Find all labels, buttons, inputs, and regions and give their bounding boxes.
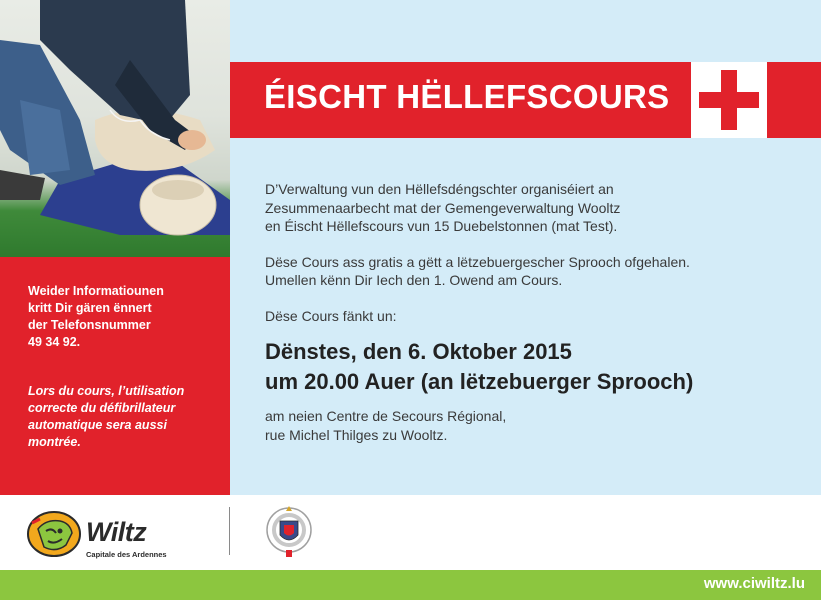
contact-info-panel	[0, 257, 230, 495]
aed-note-line: correcte du défibrillateur	[28, 401, 176, 415]
website-link[interactable]: www.ciwiltz.lu	[703, 575, 805, 592]
text-line: Dëse Cours ass gratis a gëtt a lëtzebuergescher Sprooch ofgehalen.	[265, 253, 690, 270]
contact-info-text	[28, 283, 204, 351]
cpr-training-photo	[0, 0, 230, 257]
text-line: Umellen kënn Dir Iech den 1. Owend am Cours.	[265, 272, 563, 288]
info-line: der Telefonsnummer	[28, 318, 151, 332]
location-line: am neien Centre de Secours Régional,	[265, 408, 507, 424]
paragraph-organizer	[265, 180, 805, 236]
info-line: Weider Informatiounen	[28, 284, 164, 298]
title-bar	[230, 62, 821, 138]
course-description	[265, 180, 805, 444]
text-line: D’Verwaltung vun den Hëllefsdéngschter organiséiert an	[265, 181, 614, 197]
location-line: rue Michel Thilges zu Wooltz.	[265, 426, 448, 443]
wiltz-face-icon	[26, 509, 82, 559]
paragraph-start	[265, 307, 805, 326]
footer-logos	[0, 495, 821, 570]
text-line: Dëse Cours fänkt un:	[265, 307, 397, 324]
text-line: en Éischt Hëllefscours vun 15 Duebelstonnen (mat Test).	[265, 218, 618, 234]
course-location	[265, 407, 805, 444]
wiltz-logo	[26, 509, 171, 559]
aed-note	[28, 383, 204, 451]
time-line: um 20.00 Auer (an lëtzebuerger Sprooch)	[265, 369, 694, 394]
footer-bar	[0, 570, 821, 600]
aed-note-line: Lors du cours, l’utilisation	[28, 384, 185, 398]
red-cross-icon	[691, 62, 767, 138]
cpr-photo-illustration	[0, 0, 230, 257]
aed-note-line: automatique sera aussi	[28, 418, 167, 432]
protection-civile-emblem	[264, 503, 314, 561]
info-line: kritt Dir gären ënnert	[28, 301, 152, 315]
text-line: Zesummenaarbecht mat der Gemengeverwaltung Wooltz	[265, 199, 621, 216]
course-details-panel	[230, 0, 821, 495]
phone-number: 49 34 92.	[28, 335, 81, 349]
logo-divider	[229, 507, 230, 555]
aed-note-line: montrée.	[28, 435, 81, 449]
course-date	[265, 337, 805, 397]
date-line: Dënstes, den 6. Oktober 2015	[265, 339, 572, 364]
wiltz-tagline: Capitale des Ardennes	[86, 550, 167, 559]
wiltz-wordmark: Wiltz	[86, 517, 147, 547]
page-title: ÉISCHT HËLLEFSCOURS	[264, 78, 670, 115]
paragraph-language	[265, 253, 805, 290]
